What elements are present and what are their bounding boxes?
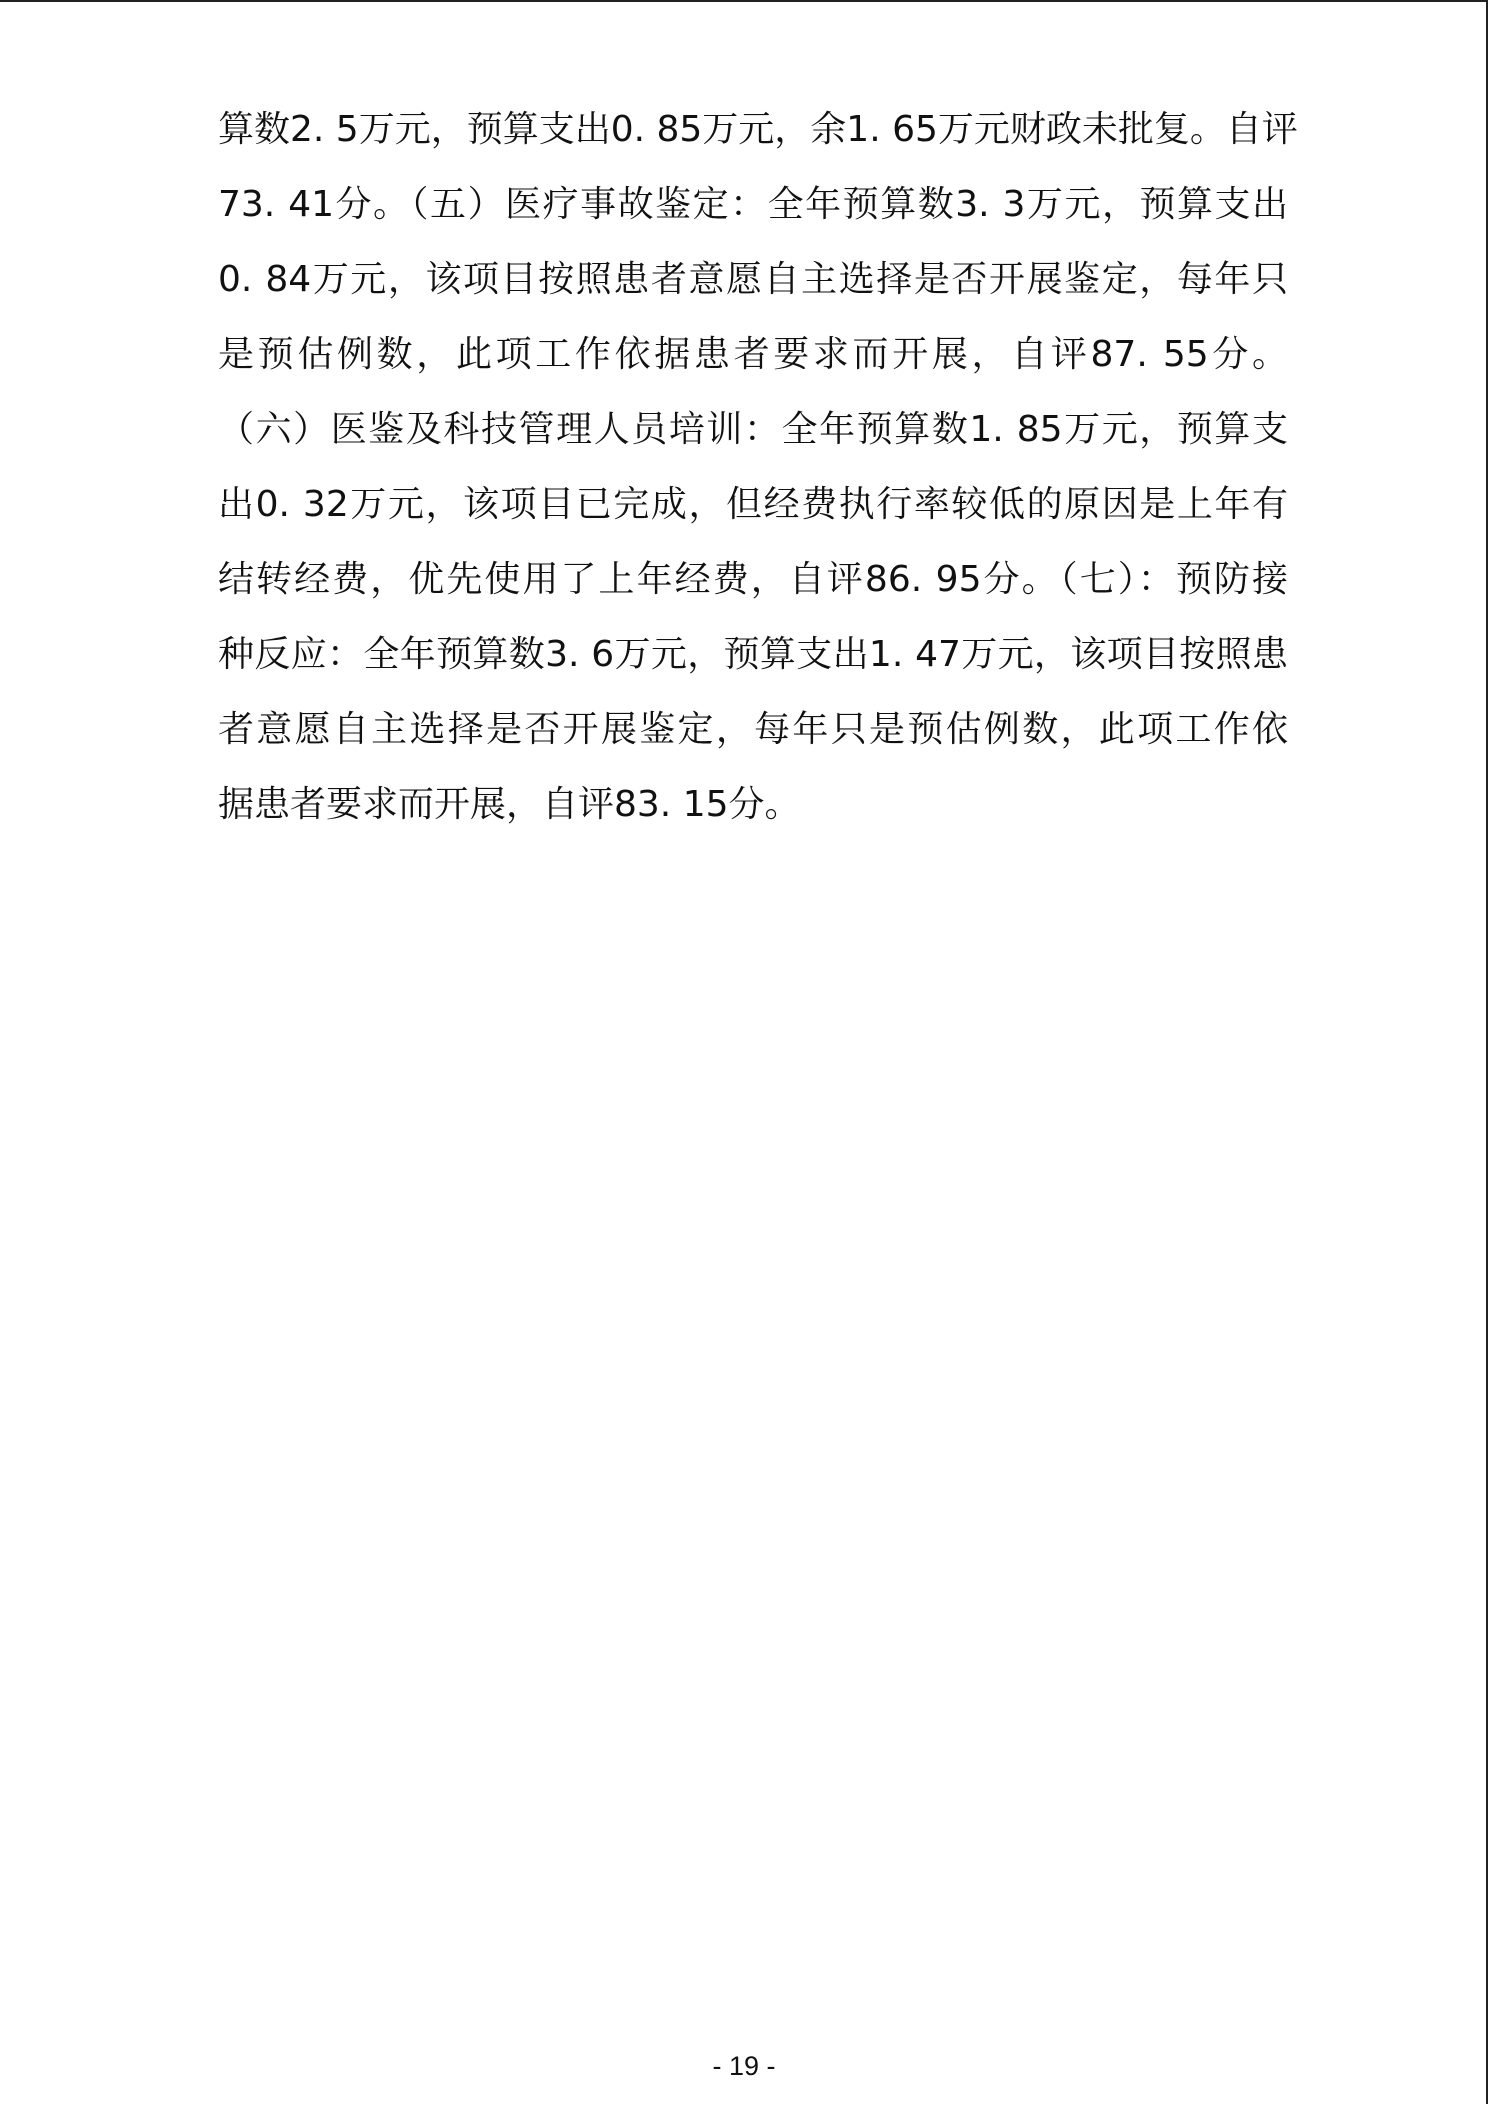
text-line-1: 算数2. 5万元，预算支出0. 85万元，余1. 65万元财政未批复。自评	[218, 109, 1298, 150]
page-number: - 19 -	[712, 2051, 776, 2081]
text-line-5: （六）医鉴及科技管理人员培训：全年预算数1. 85万元，预算支	[218, 409, 1288, 450]
text-line-3: 0. 84万元，该项目按照患者意愿自主选择是否开展鉴定，每年只	[218, 259, 1288, 300]
text-line-8: 种反应：全年预算数3. 6万元，预算支出1. 47万元，该项目按照患	[218, 634, 1288, 675]
text-line-9: 者意愿自主选择是否开展鉴定，每年只是预估例数，此项工作依	[218, 709, 1288, 750]
text-line-4: 是预估例数，此项工作依据患者要求而开展，自评87. 55分。	[218, 334, 1288, 375]
text-line-10: 据患者要求而开展，自评83. 15分。	[218, 784, 801, 825]
text-line-2: 73. 41分。（五）医疗事故鉴定：全年预算数3. 3万元，预算支出	[218, 184, 1288, 225]
text-line-6: 出0. 32万元，该项目已完成，但经费执行率较低的原因是上年有	[218, 484, 1288, 525]
body-paragraph	[218, 97, 1298, 847]
text-line-7: 结转经费，优先使用了上年经费，自评86. 95分。（七）：预防接	[218, 559, 1288, 600]
